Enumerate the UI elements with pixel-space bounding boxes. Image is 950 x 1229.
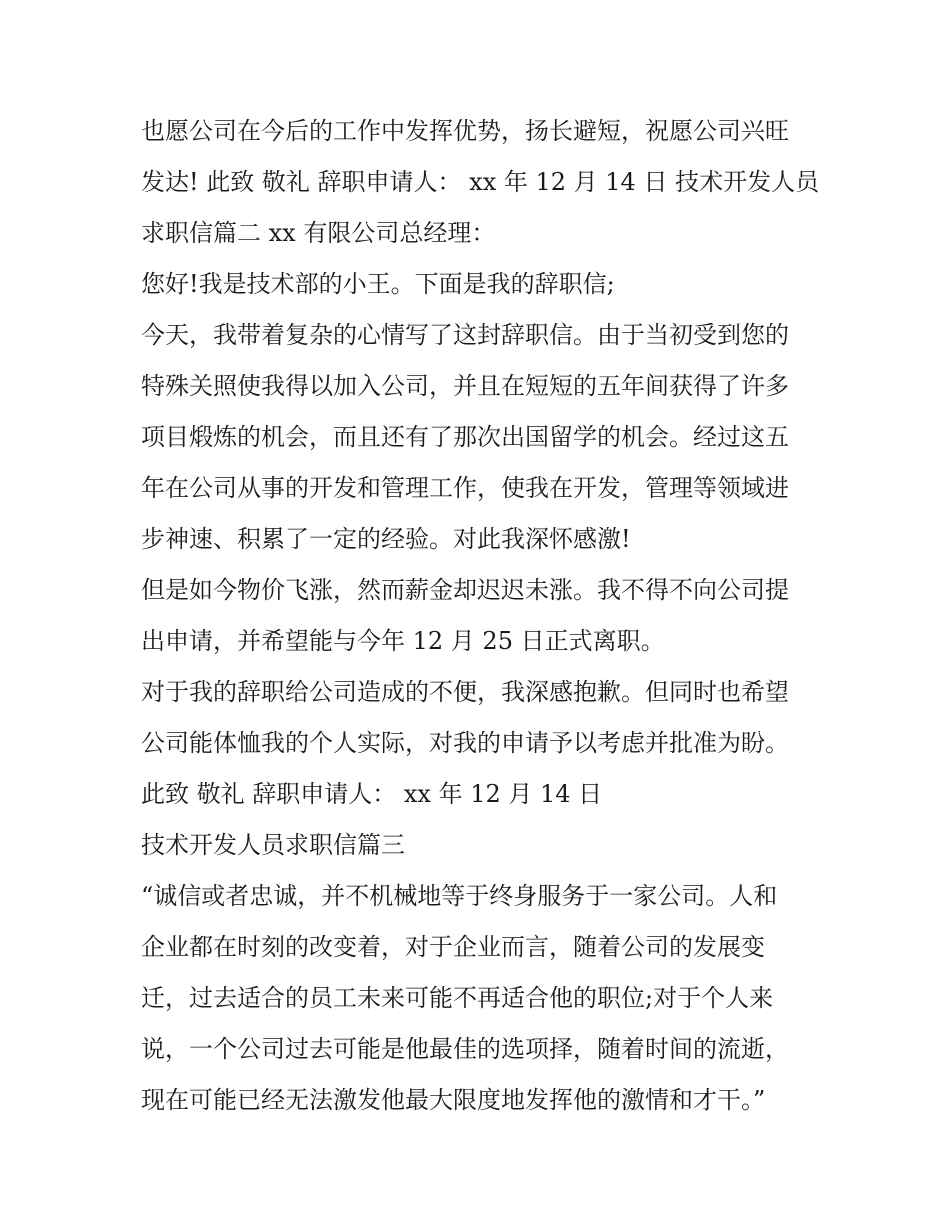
text-line: 此致 敬礼 辞职申请人： xx 年 12 月 14 日: [141, 780, 603, 808]
text-line: “诚信或者忠诚，并不机械地等于终身服务于一家公司。人和: [141, 882, 778, 910]
text-line: 今天，我带着复杂的心情写了这封辞职信。由于当初受到您的: [141, 321, 789, 349]
text-line: 您好!我是技术部的小王。下面是我的辞职信;: [141, 270, 615, 298]
text-line: 步神速、积累了一定的经验。对此我深怀感激!: [141, 525, 631, 553]
text-line: 出申请，并希望能与今年 12 月 25 日正式离职。: [141, 627, 665, 655]
text-line: 项目煅炼的机会，而且还有了那次出国留学的机会。经过这五: [141, 423, 789, 451]
text-line: 迁，过去适合的员工未来可能不再适合他的职位;对于个人来: [141, 984, 774, 1012]
text-line: 对于我的辞职给公司造成的不便，我深感抱歉。但同时也希望: [141, 678, 789, 706]
document-body: [141, 106, 821, 1126]
text-line: 但是如今物价飞涨，然而薪金却迟迟未涨。我不得不向公司提: [141, 576, 789, 604]
text-line: 企业都在时刻的改变着，对于企业而言，随着公司的发展变: [141, 933, 765, 961]
text-line: 年在公司从事的开发和管理工作，使我在开发，管理等领域进: [141, 474, 789, 502]
section-heading: 技术开发人员求职信篇三: [141, 831, 405, 859]
text-line: 公司能体恤我的个人实际，对我的申请予以考虑并批准为盼。: [141, 729, 789, 757]
text-line: 特殊关照使我得以加入公司，并且在短短的五年间获得了许多: [141, 372, 789, 400]
text-line: 说，一个公司过去可能是他最佳的选项择，随着时间的流逝，: [141, 1035, 789, 1063]
text-line: 发达! 此致 敬礼 辞职申请人： xx 年 12 月 14 日 技术开发人员: [141, 168, 820, 196]
text-line: 现在可能已经无法激发他最大限度地发挥他的激情和才干。”: [141, 1086, 766, 1114]
text-line: 求职信篇二 xx 有限公司总经理：: [141, 219, 496, 247]
text-line: 也愿公司在今后的工作中发挥优势，扬长避短，祝愿公司兴旺: [141, 117, 789, 145]
